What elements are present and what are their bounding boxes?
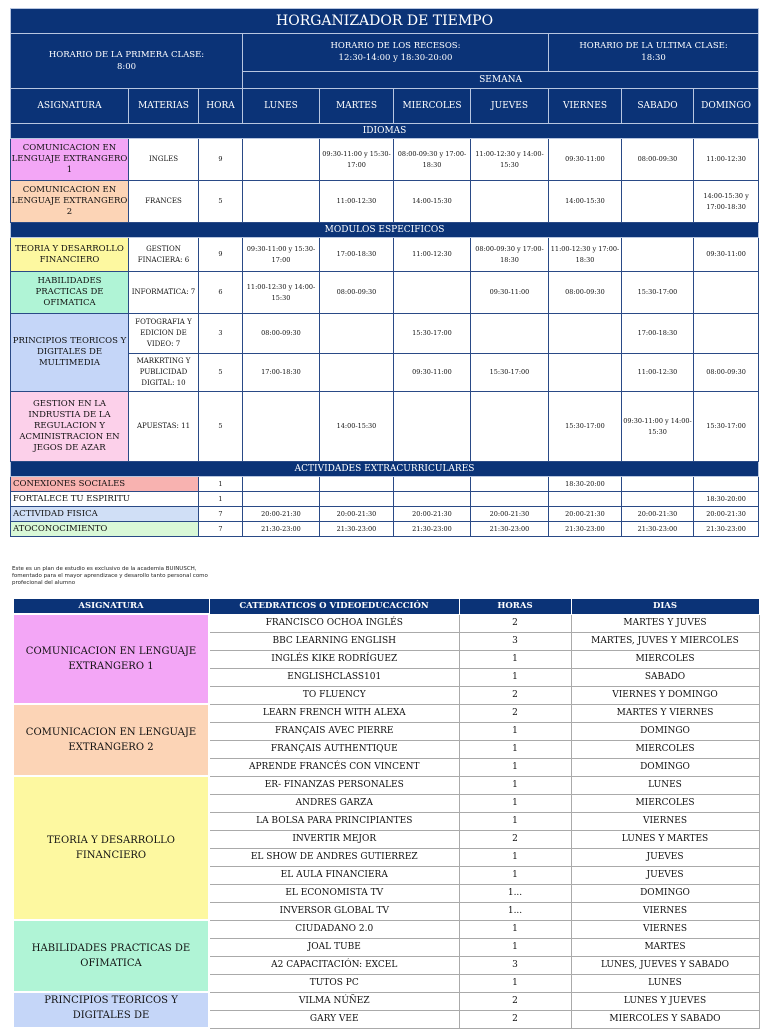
hora-cell: 5 [199, 392, 243, 462]
col-hora: HORA [199, 89, 243, 124]
hora-cell: 1 [199, 492, 243, 507]
time-cell: 20:00-21:30 [243, 507, 320, 522]
time-cell: 20:00-21:30 [320, 507, 394, 522]
teacher-row [13, 776, 759, 794]
time-cell [471, 492, 549, 507]
time-cell [320, 477, 394, 492]
time-cell: 11:00-12:30 y 17:00-18:30 [549, 238, 622, 272]
group-subject: PRINCIPIOS TEORICOS Y DIGITALES DE [13, 992, 209, 1028]
time-cell: 15:30-17:00 [694, 392, 759, 462]
time-cell [394, 272, 471, 314]
time-cell: 11:00-12:30 y 14:00-15:30 [471, 139, 549, 181]
teacher-days: LUNES [571, 974, 759, 992]
breaks-label: HORARIO DE LOS RECESOS: [330, 41, 461, 52]
time-cell: 20:00-21:30 [694, 507, 759, 522]
teacher-days: MIERCOLES [571, 740, 759, 758]
teacher-name: LEARN FRENCH WITH ALEXA [209, 704, 459, 722]
time-cell: 20:00-21:30 [471, 507, 549, 522]
teacher-hours: 1 [459, 794, 571, 812]
teacher-hours: 1 [459, 848, 571, 866]
col-day: JUEVES [471, 89, 549, 124]
materia-cell: APUESTAS: 11 [129, 392, 199, 462]
col-day: VIERNES [549, 89, 622, 124]
materia-cell: FOTOGRAFIA Y EDICION DE VIDEO: 7 [129, 314, 199, 354]
time-cell [243, 392, 320, 462]
time-cell: 09:30-11:00 [694, 238, 759, 272]
time-cell [243, 477, 320, 492]
teacher-hours: 2 [459, 704, 571, 722]
time-cell [394, 477, 471, 492]
teacher-days: VIERNES Y DOMINGO [571, 686, 759, 704]
materia-cell: FRANCES [129, 181, 199, 223]
materia-cell: INFORMATICA: 7 [129, 272, 199, 314]
schedule-row [11, 272, 759, 314]
first-class-value: 8:00 [116, 62, 137, 72]
teacher-hours: 1 [459, 812, 571, 830]
time-cell [471, 181, 549, 223]
time-cell [471, 392, 549, 462]
teacher-name: ENGLISHCLASS101 [209, 668, 459, 686]
teacher-hours: 1... [459, 884, 571, 902]
teachers-col-catedraticos: CATEDRATICOS O VIDEOEDUCACCIÓN [209, 599, 459, 615]
teacher-hours: 1 [459, 722, 571, 740]
time-cell [394, 492, 471, 507]
section-modulos: MODULOS ESPECIFICOS [11, 223, 759, 238]
teachers-col-horas: HORAS [459, 599, 571, 615]
teacher-hours: 2 [459, 1010, 571, 1028]
section-extra: ACTIVIDADES EXTRACURRICULARES [11, 462, 759, 477]
time-cell: 09:30-11:00 [471, 272, 549, 314]
time-cell [394, 392, 471, 462]
group-subject: COMUNICACION EN LENGUAJE EXTRANGERO 2 [13, 704, 209, 776]
subject-cell: FORTALECE TU ESPIRITU [11, 492, 199, 507]
time-cell: 14:00-15:30 [394, 181, 471, 223]
teacher-days: VIERNES [571, 920, 759, 938]
teacher-days: JUEVES [571, 848, 759, 866]
teacher-days: LUNES Y MARTES [571, 830, 759, 848]
time-cell: 21:30-23:00 [549, 522, 622, 537]
teachers-table [12, 598, 760, 1029]
subject-cell: ATOCONOCIMIENTO [11, 522, 199, 537]
academy-note: Este es un plan de estudio es exclusivo de la academia BUINUSCH, fomentado para el mayor aprendizace y desarollo tanto personal como profecional del alumno [12, 566, 208, 586]
subject-cell: COMUNICACION EN LENGUAJE EXTRANGERO 2 [11, 181, 129, 223]
teacher-name: ANDRES GARZA [209, 794, 459, 812]
teachers-col-dias: DIAS [571, 599, 759, 615]
time-cell: 15:30-17:00 [549, 392, 622, 462]
time-cell [471, 477, 549, 492]
teacher-hours: 3 [459, 632, 571, 650]
time-cell: 11:00-12:30 [694, 139, 759, 181]
teacher-row [13, 614, 759, 632]
teacher-row [13, 992, 759, 1010]
teacher-name: EL ECONOMISTA TV [209, 884, 459, 902]
subject-cell: COMUNICACION EN LENGUAJE EXTRANGERO 1 [11, 139, 129, 181]
section-idiomas: IDIOMAS [11, 124, 759, 139]
time-cell: 17:00-18:30 [622, 314, 694, 354]
teacher-hours: 1... [459, 902, 571, 920]
schedule-row [11, 238, 759, 272]
materia-cell: GESTION FINACIERA: 6 [129, 238, 199, 272]
teacher-name: A2 CAPACITACIÓN: EXCEL [209, 956, 459, 974]
time-cell: 18:30-20:00 [694, 492, 759, 507]
time-cell: 21:30-23:00 [394, 522, 471, 537]
schedule-row [11, 507, 759, 522]
col-day: MARTES [320, 89, 394, 124]
time-cell [694, 314, 759, 354]
time-cell: 11:00-12:30 [394, 238, 471, 272]
teacher-name: FRANÇAIS AVEC PIERRE [209, 722, 459, 740]
first-class-label: HORARIO DE LA PRIMERA CLASE: [48, 50, 205, 60]
teacher-name: FRANCISCO OCHOA INGLÉS [209, 614, 459, 632]
schedule-row [11, 477, 759, 492]
time-cell: 11:00-12:30 y 14:00-15:30 [243, 272, 320, 314]
time-cell: 17:00-18:30 [320, 238, 394, 272]
col-day: MIERCOLES [394, 89, 471, 124]
teacher-hours: 1 [459, 938, 571, 956]
teacher-row [13, 704, 759, 722]
hora-cell: 1 [199, 477, 243, 492]
time-cell: 14:00-15:30 [549, 181, 622, 223]
teacher-days: MARTES Y JUVES [571, 614, 759, 632]
time-cell [694, 272, 759, 314]
breaks-info [243, 34, 549, 72]
time-cell [549, 314, 622, 354]
time-cell: 14:00-15:30 [320, 392, 394, 462]
hora-cell: 7 [199, 522, 243, 537]
col-day: LUNES [243, 89, 320, 124]
teacher-days: VIERNES [571, 812, 759, 830]
teacher-name: JOAL TUBE [209, 938, 459, 956]
time-cell: 09:30-11:00 [394, 354, 471, 392]
time-cell: 20:00-21:30 [549, 507, 622, 522]
col-materias: MATERIAS [129, 89, 199, 124]
teacher-name: FRANÇAIS AUTHENTIQUE [209, 740, 459, 758]
schedule-row [11, 181, 759, 223]
schedule-row [11, 314, 759, 354]
teacher-hours: 2 [459, 686, 571, 704]
teacher-row [13, 920, 759, 938]
teacher-hours: 1 [459, 920, 571, 938]
teacher-name: BBC LEARNING ENGLISH [209, 632, 459, 650]
group-subject: TEORIA Y DESARROLLO FINANCIERO [13, 776, 209, 920]
hora-cell: 5 [199, 181, 243, 223]
time-cell: 17:00-18:30 [243, 354, 320, 392]
teacher-name: VILMA NÚÑEZ [209, 992, 459, 1010]
hora-cell: 9 [199, 139, 243, 181]
time-cell: 08:00-09:30 [320, 272, 394, 314]
schedule-row [11, 139, 759, 181]
teacher-days: VIERNES [571, 902, 759, 920]
time-cell [549, 354, 622, 392]
teacher-hours: 1 [459, 776, 571, 794]
time-cell [320, 354, 394, 392]
subject-cell: CONEXIONES SOCIALES [11, 477, 199, 492]
col-asignatura: ASIGNATURA [11, 89, 129, 124]
time-cell [549, 492, 622, 507]
col-day: SABADO [622, 89, 694, 124]
teacher-hours: 1 [459, 758, 571, 776]
teacher-days: MARTES [571, 938, 759, 956]
hora-cell: 3 [199, 314, 243, 354]
materia-cell: INGLES [129, 139, 199, 181]
teacher-name: INVERTIR MEJOR [209, 830, 459, 848]
time-cell: 21:30-23:00 [243, 522, 320, 537]
schedule-row [11, 522, 759, 537]
teacher-name: LA BOLSA PARA PRINCIPIANTES [209, 812, 459, 830]
time-cell: 20:00-21:30 [622, 507, 694, 522]
teacher-days: LUNES Y JUEVES [571, 992, 759, 1010]
time-cell: 08:00-09:30 [694, 354, 759, 392]
time-cell: 21:30-23:00 [320, 522, 394, 537]
time-cell: 09:30-11:00 [549, 139, 622, 181]
time-cell: 20:00-21:30 [394, 507, 471, 522]
teacher-days: DOMINGO [571, 758, 759, 776]
teacher-hours: 1 [459, 650, 571, 668]
time-cell [243, 181, 320, 223]
teacher-name: ER- FINANZAS PERSONALES [209, 776, 459, 794]
breaks-value: 12:30-14:00 y 18:30-20:00 [338, 53, 453, 64]
teacher-hours: 2 [459, 992, 571, 1010]
teacher-days: LUNES, JUEVES Y SABADO [571, 956, 759, 974]
teacher-name: GARY VEE [209, 1010, 459, 1028]
time-cell: 08:00-09:30 [243, 314, 320, 354]
subject-cell: GESTION EN LA INDRUSTIA DE LA REGULACION Y ACMINISTRACION EN JEGOS DE AZAR [11, 392, 129, 462]
teacher-name: APRENDE FRANCÉS CON VINCENT [209, 758, 459, 776]
teacher-name: CIUDADANO 2.0 [209, 920, 459, 938]
week-label: SEMANA [243, 71, 759, 88]
schedule-table [10, 8, 759, 537]
time-cell: 08:00-09:30 [549, 272, 622, 314]
col-day: DOMINGO [694, 89, 759, 124]
teacher-days: MIERCOLES [571, 794, 759, 812]
teachers-col-asignatura: ASIGNATURA [13, 599, 209, 615]
time-cell [622, 492, 694, 507]
time-cell: 18:30-20:00 [549, 477, 622, 492]
teacher-hours: 1 [459, 740, 571, 758]
teacher-name: TO FLUENCY [209, 686, 459, 704]
time-cell [622, 181, 694, 223]
time-cell: 15:30-17:00 [394, 314, 471, 354]
teacher-days: DOMINGO [571, 884, 759, 902]
teacher-name: EL SHOW DE ANDRES GUTIERREZ [209, 848, 459, 866]
time-cell: 21:30-23:00 [694, 522, 759, 537]
teacher-hours: 1 [459, 866, 571, 884]
hora-cell: 6 [199, 272, 243, 314]
subject-cell: PRINCIPIOS TEORICOS Y DIGITALES DE MULTIMEDIA [11, 314, 129, 392]
teacher-hours: 3 [459, 956, 571, 974]
teacher-days: MIERCOLES [571, 650, 759, 668]
teacher-name: INVERSOR GLOBAL TV [209, 902, 459, 920]
teacher-days: MIERCOLES Y SABADO [571, 1010, 759, 1028]
group-subject: HABILIDADES PRACTICAS DE OFIMATICA [13, 920, 209, 992]
time-cell [471, 314, 549, 354]
teacher-days: DOMINGO [571, 722, 759, 740]
schedule-row [11, 392, 759, 462]
teacher-hours: 2 [459, 614, 571, 632]
last-class-info [549, 34, 759, 72]
time-cell: 08:00-09:30 y 17:00-18:30 [471, 238, 549, 272]
schedule-row [11, 492, 759, 507]
teacher-hours: 1 [459, 668, 571, 686]
teacher-name: TUTOS PC [209, 974, 459, 992]
time-cell [320, 492, 394, 507]
materia-cell: MARKRTING Y PUBLICIDAD DIGITAL: 10 [129, 354, 199, 392]
teacher-days: SABADO [571, 668, 759, 686]
time-cell [243, 492, 320, 507]
teacher-days: JUEVES [571, 866, 759, 884]
time-cell: 14:00-15:30 y 17:00-18:30 [694, 181, 759, 223]
group-subject: COMUNICACION EN LENGUAJE EXTRANGERO 1 [13, 614, 209, 704]
teacher-days: LUNES [571, 776, 759, 794]
last-class-label: HORARIO DE LA ULTIMA CLASE: [579, 41, 728, 52]
time-cell: 11:00-12:30 [622, 354, 694, 392]
hora-cell: 5 [199, 354, 243, 392]
time-cell [622, 238, 694, 272]
time-cell: 21:30-23:00 [622, 522, 694, 537]
subject-cell: TEORIA Y DESARROLLO FINANCIERO [11, 238, 129, 272]
teacher-days: MARTES Y VIERNES [571, 704, 759, 722]
last-class-value: 18:30 [641, 53, 666, 64]
time-cell [243, 139, 320, 181]
time-cell [694, 477, 759, 492]
time-cell [320, 314, 394, 354]
teacher-name: EL AULA FINANCIERA [209, 866, 459, 884]
time-cell: 21:30-23:00 [471, 522, 549, 537]
subject-cell: ACTIVIDAD FISICA [11, 507, 199, 522]
hora-cell: 7 [199, 507, 243, 522]
page-title: HORGANIZADOR DE TIEMPO [11, 9, 759, 34]
time-cell: 09:30-11:00 y 15:30-17:00 [243, 238, 320, 272]
time-cell: 15:30-17:00 [471, 354, 549, 392]
time-cell: 08:00-09:30 y 17:00-18:30 [394, 139, 471, 181]
teacher-hours: 1 [459, 974, 571, 992]
first-class-info [11, 34, 243, 89]
time-cell: 11:00-12:30 [320, 181, 394, 223]
time-cell: 09:30-11:00 y 15:30-17:00 [320, 139, 394, 181]
time-cell: 09:30-11:00 y 14:00-15:30 [622, 392, 694, 462]
subject-cell: HABILIDADES PRACTICAS DE OFIMATICA [11, 272, 129, 314]
teacher-days: MARTES, JUVES Y MIERCOLES [571, 632, 759, 650]
time-cell: 08:00-09:30 [622, 139, 694, 181]
teacher-name: INGLÉS KIKE RODRÍGUEZ [209, 650, 459, 668]
teacher-hours: 2 [459, 830, 571, 848]
hora-cell: 9 [199, 238, 243, 272]
time-cell [622, 477, 694, 492]
time-cell: 15:30-17:00 [622, 272, 694, 314]
